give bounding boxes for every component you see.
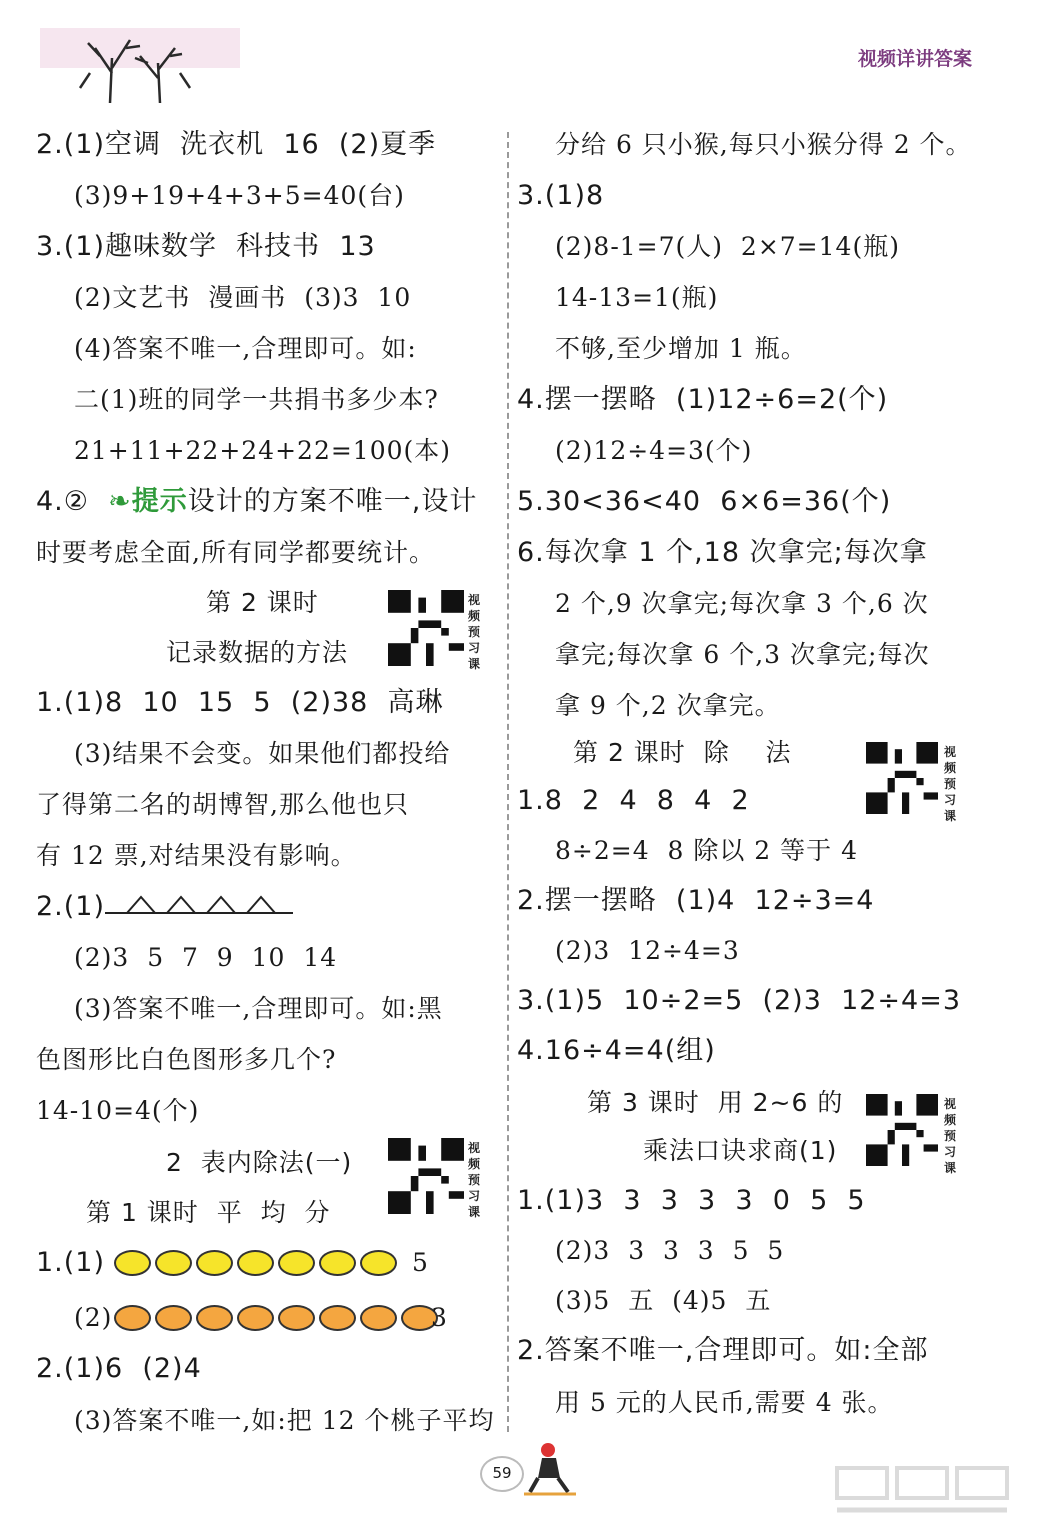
plate-icon [114, 1305, 151, 1331]
tree-decoration-icon [40, 18, 300, 108]
text-line: 2.(1)6 (2)4 [36, 1353, 202, 1384]
qr-code-icon[interactable] [388, 590, 464, 666]
lesson-heading: 第 2 课时 除 法 [573, 738, 792, 767]
text-line: 二(1)班的同学一共捐书多少本? [74, 385, 439, 414]
lesson-heading: 第 3 课时 用 2~6 的 [587, 1088, 844, 1117]
text-line: 2.(1)空调 洗衣机 16 (2)夏季 [36, 129, 437, 160]
qr-code-icon[interactable] [388, 1138, 464, 1214]
text-line: 4.摆一摆略 (1)12÷6=2(个) [517, 384, 889, 415]
text-line [36, 1246, 105, 1280]
text-line: 有 12 票,对结果没有影响。 [36, 841, 357, 870]
text-line: 1.(1)8 10 15 5 (2)38 高琳 [36, 687, 444, 718]
text-line: 14-10=4(个) [36, 1096, 200, 1125]
plate-icon [360, 1250, 397, 1276]
plate-icon [319, 1250, 356, 1276]
qr-caption: 视频预习课 [468, 1141, 481, 1219]
hint-icon: ❧ [108, 486, 132, 517]
text-line: 3.(1)8 [517, 180, 605, 211]
answer-text: 1.(1) [36, 1247, 106, 1278]
text-line: (3)答案不唯一,如:把 12 个桃子平均 [74, 1406, 495, 1435]
text-line: 拿 9 个,2 次拿完。 [555, 691, 781, 720]
text-line: (2)3 5 7 9 10 14 [74, 943, 338, 972]
page-number: 59 [480, 1456, 524, 1492]
text-line: (3)结果不会变。如果他们都投给 [74, 739, 451, 768]
answer-text: 4.② [36, 486, 109, 517]
text-line: 2.答案不唯一,合理即可。如:全部 [517, 1335, 929, 1366]
text-line: 3.(1)5 10÷2=5 (2)3 12÷4=3 [517, 985, 962, 1016]
plate-icon [278, 1305, 315, 1331]
plate-icon [196, 1250, 233, 1276]
text-line: 21+11+22+24+22=100(本) [74, 436, 452, 465]
answer-text: 设计的方案不唯一,设计 [187, 486, 478, 517]
text-line: (3)9+19+4+3+5=40(台) [74, 181, 405, 210]
text-line: (2)12÷4=3(个) [555, 436, 753, 465]
text-line: 14-13=1(瓶) [555, 283, 719, 312]
text-line: (2)8-1=7(人) 2×7=14(瓶) [555, 232, 900, 261]
plate-icon [155, 1305, 192, 1331]
text-line: 8÷2=4 8 除以 2 等于 4 [555, 836, 859, 865]
plate-icon [155, 1250, 192, 1276]
qr-code-icon[interactable] [866, 742, 938, 814]
text-line [36, 485, 477, 519]
header-label: 视频详讲答案 [857, 48, 972, 70]
text-line: 拿完;每次拿 6 个,3 次拿完;每次 [555, 640, 930, 669]
plate-icon [237, 1250, 274, 1276]
text-line: 2.摆一摆略 (1)4 12÷3=4 [517, 885, 875, 916]
text-line: 5.30<36<40 6×6=36(个) [517, 486, 892, 517]
plate-icon [237, 1305, 274, 1331]
hint-label: 提示 [131, 486, 188, 517]
text-line: 6.每次拿 1 个,18 次拿完;每次拿 [517, 537, 928, 568]
lesson-heading: 第 2 课时 [206, 588, 319, 617]
plate-group [114, 1305, 438, 1331]
answer-number: 5 [412, 1248, 429, 1277]
skier-icon [520, 1440, 580, 1500]
plate-icon [360, 1305, 397, 1331]
answer-text: 2.(1) [36, 891, 106, 922]
text-line: (4)答案不唯一,合理即可。如: [74, 334, 417, 363]
plate-icon [114, 1250, 151, 1276]
qr-code-icon[interactable] [866, 1094, 938, 1166]
triangle-sequence-icon [105, 893, 295, 923]
text-line: 3.(1)趣味数学 科技书 13 [36, 231, 376, 262]
text-line: 色图形比白色图形多几个? [36, 1045, 337, 1074]
plate-group [114, 1250, 397, 1276]
qr-caption: 视频预习课 [944, 1097, 957, 1175]
lesson-heading: 第 1 课时 平 均 分 [86, 1198, 331, 1227]
text-line: (2) [74, 1303, 113, 1332]
unit-heading: 2 表内除法(一) [166, 1148, 353, 1177]
text-line: 1.8 2 4 8 4 2 [517, 785, 750, 816]
text-line: 2 个,9 次拿完;每次拿 3 个,6 次 [555, 589, 929, 618]
text-line [36, 890, 295, 924]
text-line: 时要考虑全面,所有同学都要统计。 [36, 538, 435, 567]
text-line: 用 5 元的人民币,需要 4 张。 [555, 1388, 894, 1417]
text-line: 分给 6 只小猴,每只小猴分得 2 个。 [555, 130, 972, 159]
lesson-title: 记录数据的方法 [166, 638, 349, 667]
text-line: (3)答案不唯一,合理即可。如:黑 [74, 994, 443, 1023]
text-line: 不够,至少增加 1 瓶。 [555, 334, 807, 363]
text-line: 1.(1)3 3 3 3 3 0 5 5 [517, 1185, 866, 1216]
plate-icon [196, 1305, 233, 1331]
watermark-logo-icon [827, 1448, 1027, 1528]
text-line: (2)文艺书 漫画书 (3)3 10 [74, 283, 412, 312]
text-line: (2)3 3 3 3 5 5 [555, 1236, 785, 1265]
plate-icon [278, 1250, 315, 1276]
text-line: 了得第二名的胡博智,那么他也只 [36, 790, 409, 819]
text-line: (2)3 12÷4=3 [555, 936, 740, 965]
answer-number: 3 [431, 1303, 448, 1332]
plate-icon [319, 1305, 356, 1331]
qr-caption: 视频预习课 [944, 745, 957, 823]
lesson-title: 乘法口诀求商(1) [643, 1136, 838, 1165]
text-line: (3)5 五 (4)5 五 [555, 1286, 772, 1315]
column-divider [507, 132, 509, 1432]
text-line: 4.16÷4=4(组) [517, 1035, 716, 1066]
qr-caption: 视频预习课 [468, 593, 481, 671]
